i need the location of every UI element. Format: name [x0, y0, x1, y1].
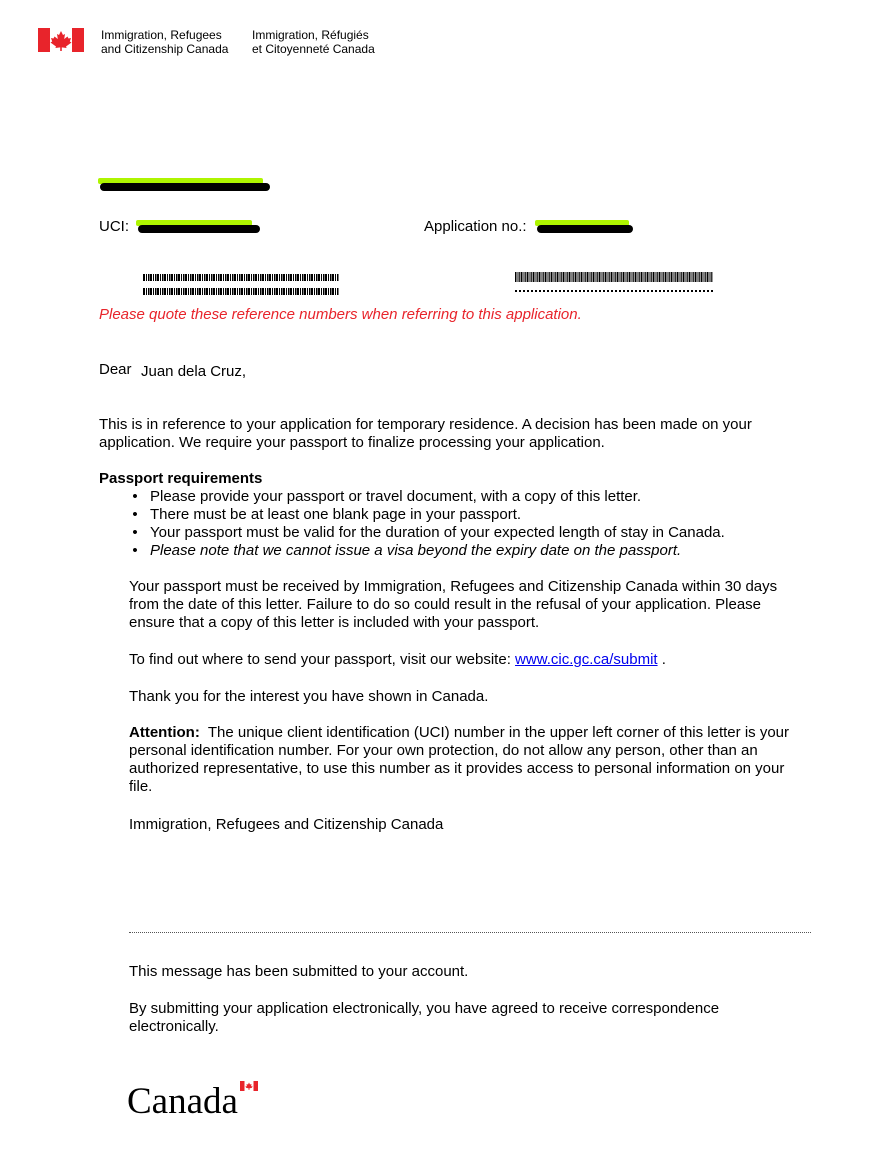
intro-paragraph — [99, 416, 819, 452]
attention-paragraph — [129, 724, 789, 796]
redaction-bar — [138, 225, 260, 233]
find-out-end: . — [657, 651, 666, 668]
dept-en-line2: and Citizenship Canada — [101, 42, 229, 56]
website-link[interactable]: www.cic.gc.ca/submit — [515, 651, 658, 668]
department-name-french — [252, 28, 375, 56]
redaction-bar — [537, 225, 633, 233]
dept-fr-line1: Immigration, Réfugiés — [252, 28, 369, 42]
intro-line-2: application. We require your passport to finalize processing your application. — [99, 434, 605, 451]
redacted-application-number — [535, 220, 635, 236]
department-name-english — [101, 28, 228, 56]
recipient-name: Juan dela Cruz, — [141, 363, 247, 380]
bullet: • — [132, 524, 138, 541]
bullet: • — [132, 542, 138, 559]
receipt-line-3: ensure that a copy of this letter is included with your passport. — [129, 614, 540, 631]
list-item — [128, 506, 725, 524]
receipt-paragraph — [129, 578, 777, 632]
electronic-line-1: By submitting your application electronically, you have agreed to receive correspondence — [129, 1000, 720, 1017]
bullet: • — [132, 488, 138, 505]
find-out-text: To find out where to send your passport, visit our website: — [129, 651, 516, 668]
requirement-text: There must be at least one blank page in your passport. — [150, 506, 522, 523]
uci-label: UCI: — [99, 218, 129, 235]
list-item — [128, 542, 725, 560]
uci-barcode — [143, 274, 339, 296]
dept-en-line1: Immigration, Refugees — [101, 28, 222, 42]
signature: Immigration, Refugees and Citizenship Canada — [129, 816, 444, 833]
attention-line-2: personal identification number. For your own protection, do not allow any person, other than an — [129, 742, 758, 759]
list-item — [128, 524, 725, 542]
redacted-date — [98, 178, 272, 194]
list-item — [128, 488, 725, 506]
greeting-dear: Dear — [99, 361, 132, 378]
canada-wordmark — [127, 1083, 267, 1123]
requirement-text: Your passport must be valid for the duration of your expected length of stay in Canada. — [150, 524, 725, 541]
reference-note: Please quote these reference numbers when referring to this application. — [99, 306, 582, 323]
requirements-list — [128, 488, 725, 560]
attention-line-4: file. — [129, 778, 153, 795]
application-barcode — [515, 272, 713, 294]
thank-you-line: Thank you for the interest you have shown in Canada. — [129, 688, 489, 705]
attention-text: The unique client identification (UCI) number in the upper left corner of this letter is your — [199, 724, 789, 741]
bullet: • — [132, 506, 138, 523]
redaction-bar — [100, 183, 270, 191]
requirement-text: Please note that we cannot issue a visa beyond the expiry date on the passport. — [150, 542, 682, 559]
requirement-text: Please provide your passport or travel document, with a copy of this letter. — [150, 488, 642, 505]
canada-flag-icon — [38, 28, 84, 52]
dept-fr-line2: et Citoyenneté Canada — [252, 42, 375, 56]
canada-wordmark-text: Canada — [127, 1081, 238, 1122]
requirements-heading: Passport requirements — [99, 470, 263, 487]
receipt-line-1: Your passport must be received by Immigration, Refugees and Citizenship Canada within 30 days — [129, 578, 778, 595]
attention-line-1 — [129, 724, 789, 742]
attention-label: Attention: — [129, 724, 200, 741]
intro-line-1: This is in reference to your application for temporary residence. A decision has been made on your — [99, 416, 752, 433]
application-number-label: Application no.: — [424, 218, 527, 235]
footer-divider — [129, 932, 811, 933]
wordmark-flag-icon — [240, 1081, 258, 1091]
find-out-line — [129, 651, 666, 669]
submitted-message: This message has been submitted to your account. — [129, 963, 469, 980]
receipt-line-2: from the date of this letter. Failure to do so could result in the refusal of your application. Please — [129, 596, 762, 613]
electronic-line-2: electronically. — [129, 1018, 219, 1035]
attention-line-3: authorized representative, to use this number as it provides access to personal information on your — [129, 760, 785, 777]
electronic-notice — [129, 1000, 719, 1036]
redacted-uci — [136, 220, 262, 236]
